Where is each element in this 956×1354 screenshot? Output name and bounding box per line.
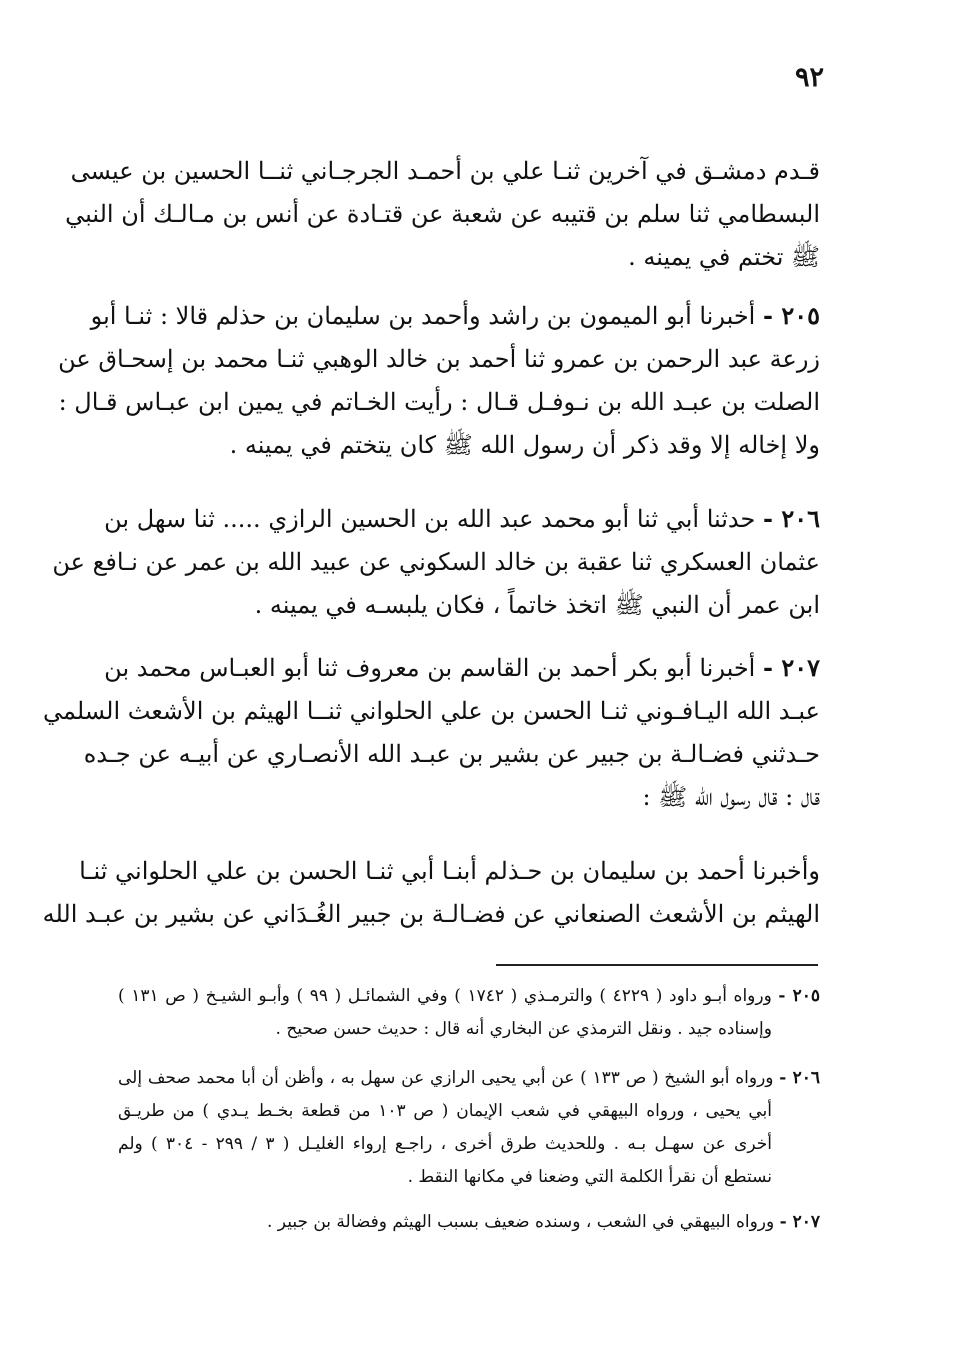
text-line: قال : قال رسول الله ﷺ :	[642, 783, 820, 811]
footnote-separator	[496, 964, 818, 966]
text-line	[90, 294, 820, 338]
text-segment: ورواه أبو الشيخ ( ص ١٣٣ ) عن أبي يحيى الرازي عن سهل به ، وأظن أن أبا محمد صحف إلى	[118, 1068, 774, 1088]
text-line: ولا إخاله إلا وقد ذكر أن رسول الله ﷺ كان يتختم في يمينه .	[229, 431, 820, 459]
footnote-207	[118, 1206, 820, 1239]
text-line: عبـد الله اليـافـوني ثنـا الحسن بن علي الحلواني ثنــا الهيثم بن الأشعث السلمي	[42, 697, 820, 725]
footnote-number: ٢٠٧ -	[779, 1212, 820, 1232]
paragraph-second-chain	[42, 850, 820, 936]
footnote-number: ٢٠٦ -	[779, 1068, 821, 1088]
text-line: ﷺ تختم في يمينه .	[628, 243, 820, 271]
hadith-206	[52, 497, 820, 627]
text-line: الصلت بن عبـد الله بن نـوفـل قـال : رأيت الخـاتم في يمين ابن عبـاس قـال :	[58, 388, 820, 416]
footnote-line: أخرى عن سهـل بـه . وللحديث طرق أخرى ، راجـع إرواء الغليـل ( ٣ / ٢٩٩ - ٣٠٤ ) ولم	[118, 1134, 772, 1154]
text-line: البسطامي ثنا سلم بن قتيبه عن شعبة عن قتـادة عن أنس بن مـالـك أن النبي	[65, 200, 820, 228]
footnote-number: ٢٠٥ -	[778, 986, 820, 1006]
text-line	[104, 646, 820, 690]
hadith-number: ٢٠٦ -	[763, 504, 820, 533]
text-segment: أخبرنا أبو الميمون بن راشد وأحمد بن سليمان بن حذلم قالا : ثنـا أبو	[90, 302, 756, 330]
text-segment: ورواه البيهقي في الشعب ، وسنده ضعيف بسبب الهيثم وفضالة بن جبير .	[267, 1212, 775, 1232]
page-number: ٩٢	[794, 62, 824, 93]
text-line: حـدثني فضـالـة بن جبير عن بشير بن عبـد الله الأنصـاري عن أبيـه عن جـده	[83, 740, 820, 768]
text-line: الهيثم بن الأشعث الصنعاني عن فضـالـة بن جبير الغُـدَاني عن بشير بن عبـد الله	[42, 900, 820, 928]
footnote-line	[118, 1206, 820, 1239]
footnote-206	[118, 1062, 820, 1194]
text-line: ابن عمر أن النبي ﷺ اتخذ خاتماً ، فكان يلبسـه في يمينه .	[254, 591, 820, 619]
text-line: زرعة عبد الرحمن بن عمرو ثنا أحمد بن خالد الوهبي ثنـا محمد بن إسحـاق عن	[58, 345, 820, 373]
hadith-number: ٢٠٧ -	[763, 653, 820, 682]
paragraph-continuation	[65, 150, 820, 279]
footnote-line	[118, 1062, 820, 1095]
footnote-line	[118, 980, 820, 1013]
footnote-line: وإسناده جيد . ونقل الترمذي عن البخاري أنه قال : حديث حسن صحيح .	[275, 1019, 772, 1039]
text-segment: حدثنا أبي ثنا أبو محمد عبد الله بن الحسين الرازي ..... ثنا سهل بن	[104, 505, 756, 533]
footnote-205	[118, 980, 820, 1046]
footnote-line: نستطع أن نقرأ الكلمة التي وضعنا في مكانها النقط .	[407, 1167, 772, 1187]
text-segment: أخبرنا أبو بكر أحمد بن القاسم بن معروف ثنا أبو العبـاس محمد بن	[104, 654, 756, 682]
text-line: قـدم دمشـق في آخرين ثنـا علي بن أحمـد الجرجـاني ثنــا الحسين بن عيسى	[70, 157, 820, 185]
text-line: وأخبرنا أحمد بن سليمان بن حـذلم أبنـا أبي ثنـا الحسن بن علي الحلواني ثنـا	[79, 857, 820, 885]
hadith-number: ٢٠٥ -	[763, 301, 820, 330]
text-line	[104, 497, 820, 541]
hadith-205	[58, 294, 820, 467]
text-line: عثمان العسكري ثنا عقبة بن خالد السكوني عن عبيد الله بن عمر عن نـافع عن	[52, 548, 820, 576]
text-segment: ورواه أبـو داود ( ٤٢٢٩ ) والترمـذي ( ١٧٤٢ ) وفي الشمائـل ( ٩٩ ) وأبـو الشيـخ ( ص ١٣١ )	[118, 986, 772, 1006]
hadith-207	[42, 646, 820, 819]
footnote-line: أبي يحيى ، ورواه البيهقي في شعب الإيمان ( ص ١٠٣ من قطعة بخـط يـدي ) من طريـق	[118, 1101, 772, 1121]
